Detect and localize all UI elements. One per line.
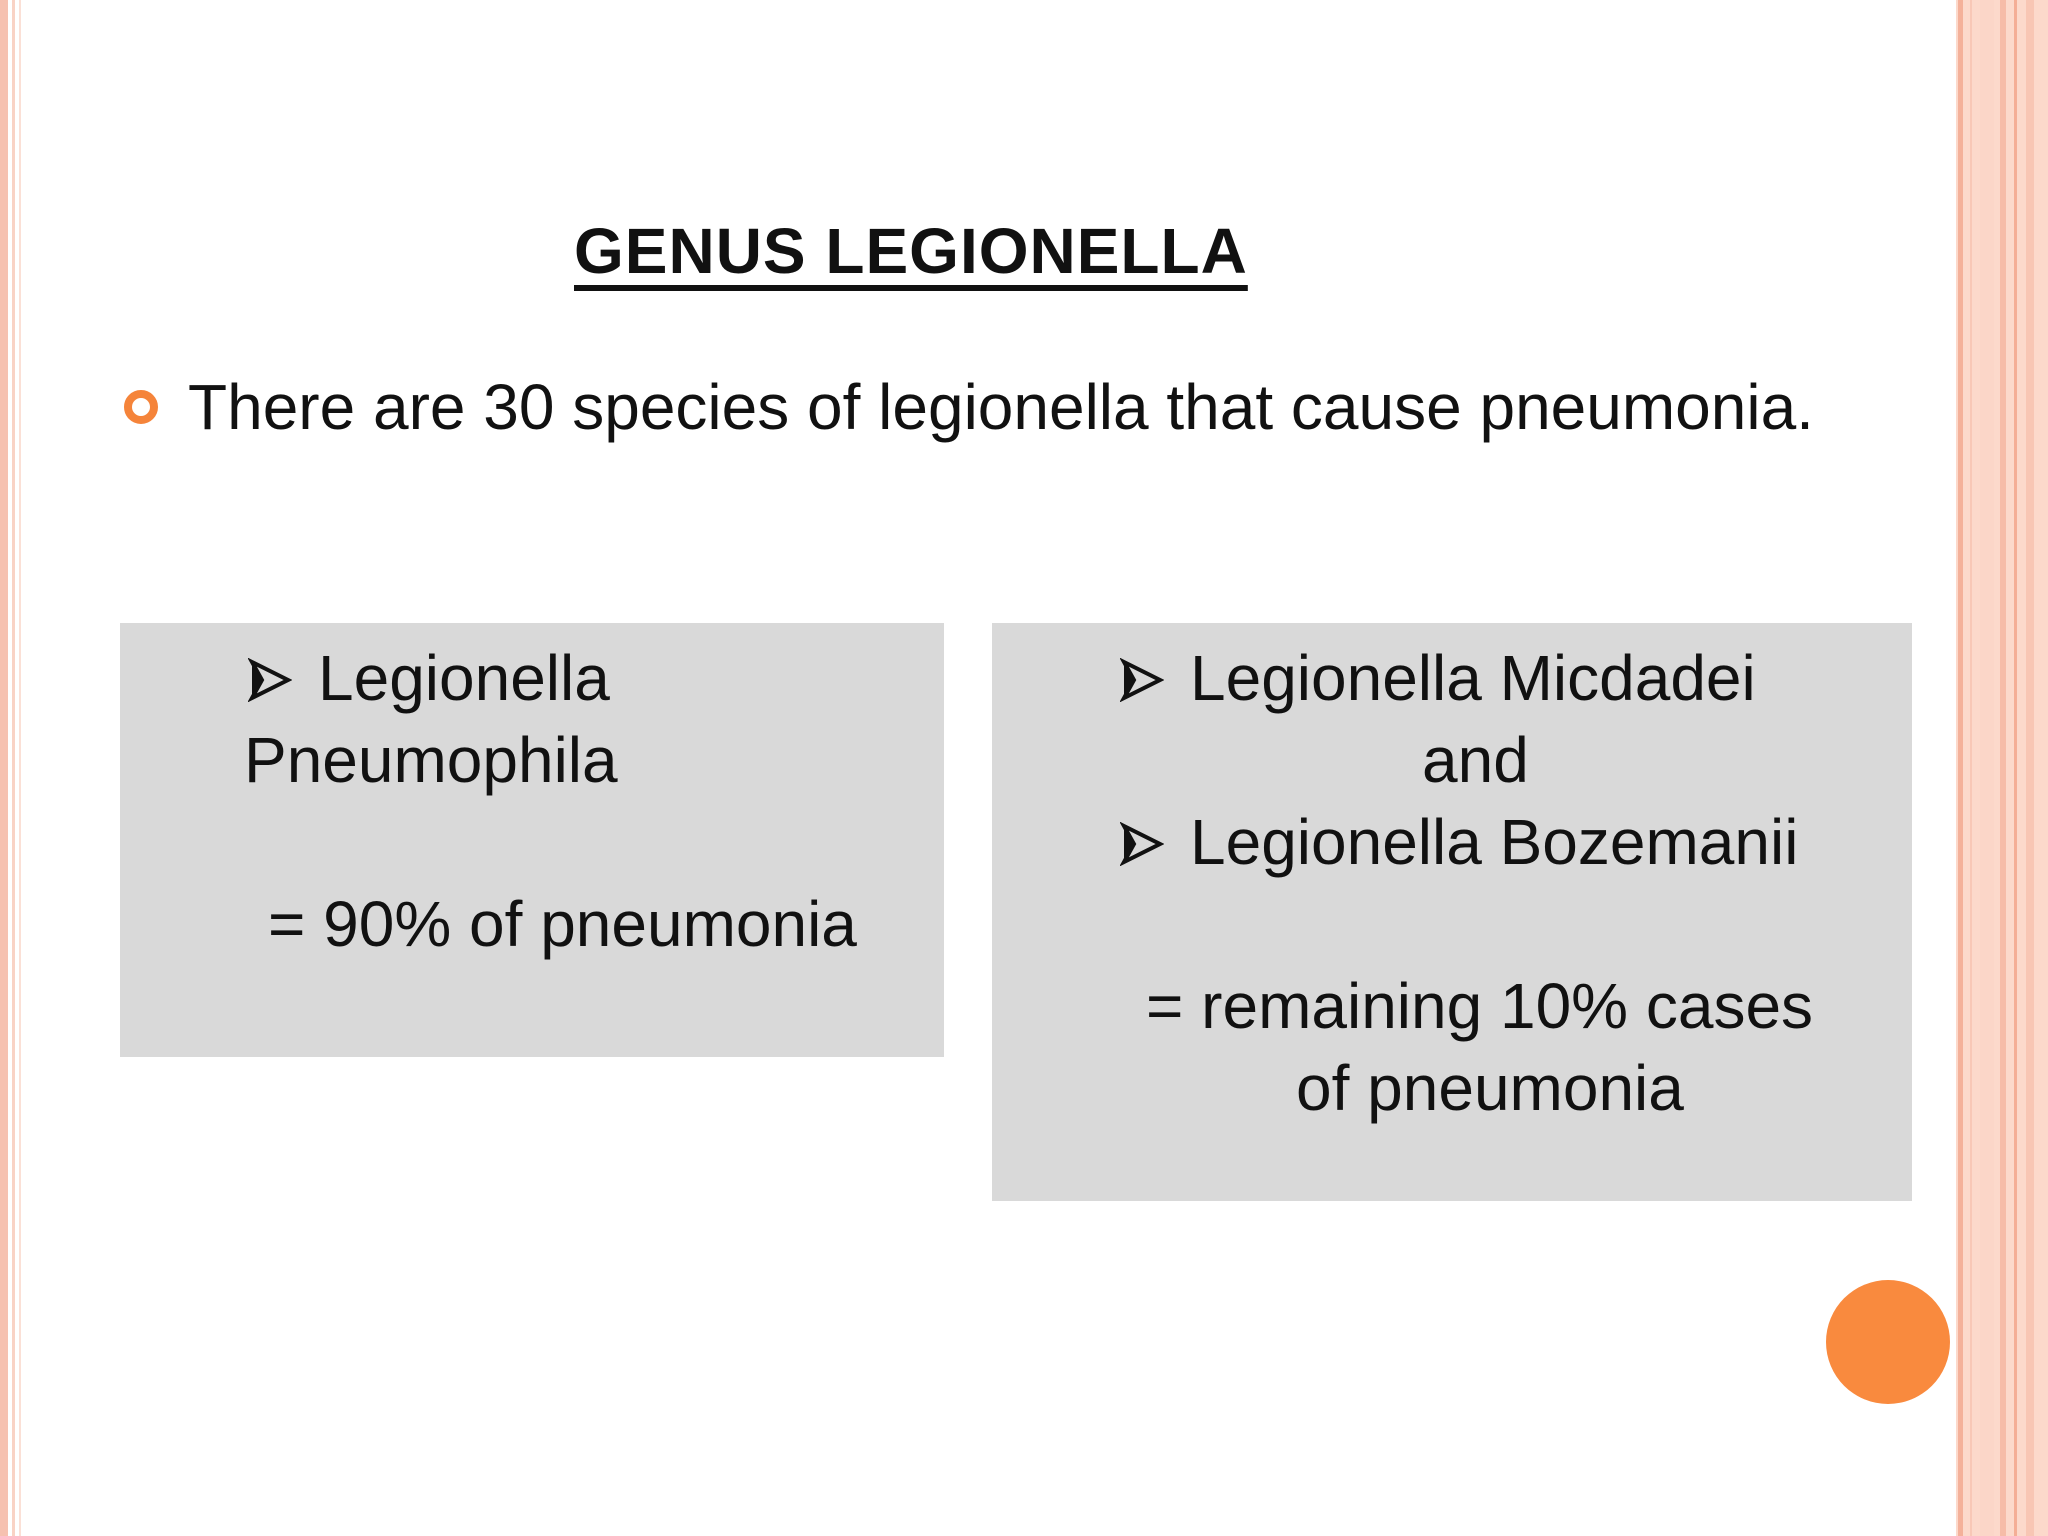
ring-bullet-icon — [124, 390, 158, 424]
left-border-stripe — [19, 0, 21, 1536]
left-item-line1 — [248, 637, 610, 719]
right-border-stripe — [2014, 0, 2017, 1536]
right-border-stripe — [1970, 0, 1972, 1536]
main-bullet-text: There are 30 species of legionella that cause pneumonia. — [188, 371, 1814, 443]
right-connector-text: and — [1422, 724, 1529, 796]
slide-title: GENUS LEGIONELLA — [574, 215, 1248, 287]
right-item-1-text: Legionella Micdadei — [1190, 642, 1756, 714]
left-border-stripe — [0, 0, 8, 1536]
right-item-2-text: Legionella Bozemanii — [1190, 806, 1799, 878]
right-item-1 — [1120, 637, 1756, 719]
right-item-2 — [1120, 801, 1798, 883]
arrow-bullet-icon — [248, 658, 292, 702]
right-result-line2: of pneumonia — [1296, 1052, 1684, 1124]
left-result-text: = 90% of pneumonia — [268, 888, 857, 960]
right-content-box — [992, 623, 1912, 1201]
left-border-stripe — [12, 0, 15, 1536]
arrow-bullet-icon — [1120, 822, 1164, 866]
right-border-stripe — [2026, 0, 2034, 1536]
right-border-stripe — [1958, 0, 1963, 1536]
left-content-box — [120, 623, 944, 1057]
decorative-circle — [1826, 1280, 1950, 1404]
right-result-line1: = remaining 10% cases — [1146, 970, 1814, 1042]
left-item-text-line2: Pneumophila — [244, 724, 618, 796]
arrow-bullet-icon — [1120, 658, 1164, 702]
right-border-stripe — [1980, 0, 1994, 1536]
main-bullet — [124, 370, 1814, 444]
right-border-stripe — [2000, 0, 2006, 1536]
left-item-text-line1: Legionella — [318, 642, 610, 714]
